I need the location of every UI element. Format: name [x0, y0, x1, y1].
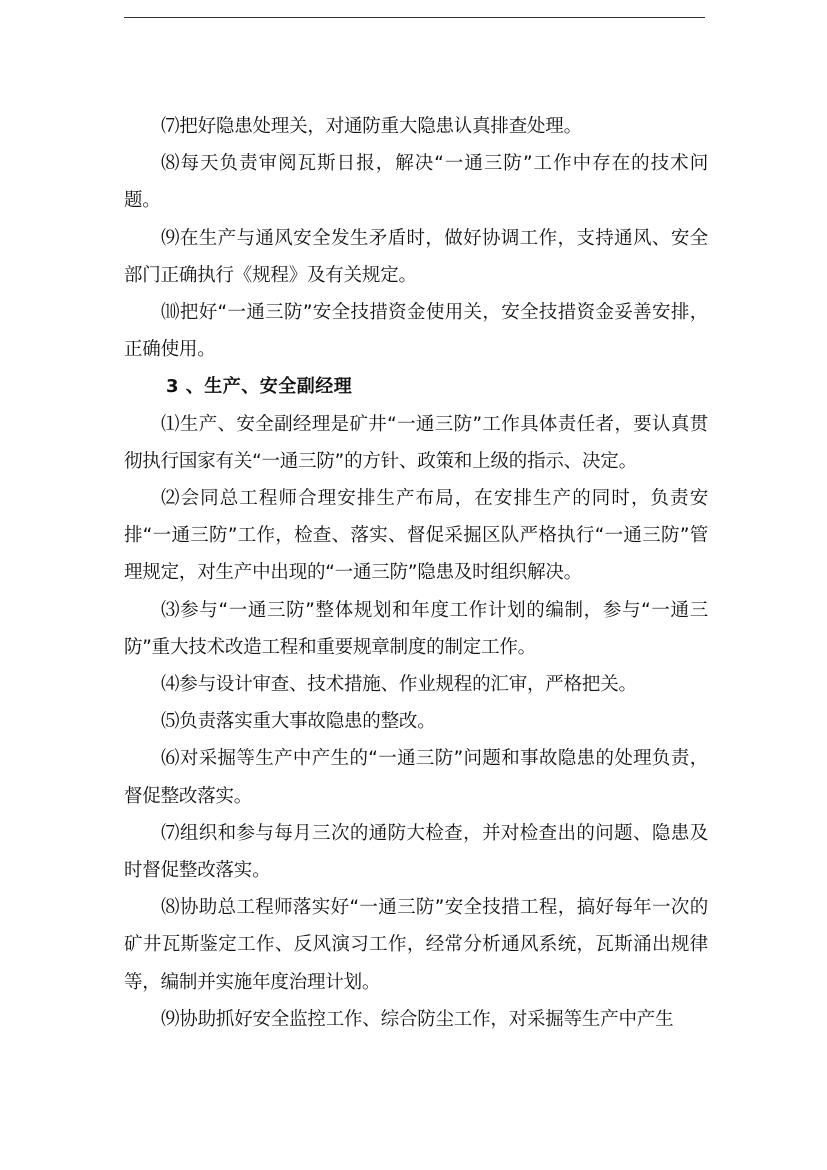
paragraph: ⑻每天负责审阅瓦斯日报，解决“一通三防”工作中存在的技术问题。: [124, 153, 708, 212]
paragraph: ⑼在生产与通风安全发生矛盾时，做好协调工作，支持通风、安全部门正确执行《规程》及有关规定。: [124, 227, 708, 286]
paragraph: ⑼协助抓好安全监控工作、综合防尘工作，对采掘等生产中产生: [161, 1008, 674, 1030]
paragraph: ⑴生产、安全副经理是矿井“一通三防”工作具体责任者，要认真贯彻执行国家有关“一通三防”的方针、政策和上级的指示、决定。: [124, 413, 708, 472]
paragraph: ⑺组织和参与每月三次的通防大检查，并对检查出的问题、隐患及时督促整改落实。: [124, 822, 708, 882]
paragraph: ⑺把好隐患处理关，对通防重大隐患认真排查处理。: [161, 116, 582, 137]
paragraph: ⑸负责落实重大事故隐患的整改。: [161, 711, 436, 733]
paragraph: ⑽把好“一通三防”安全技措资金使用关，安全技措资金妥善安排，正确使用。: [124, 302, 708, 361]
header-rule: [124, 17, 705, 18]
section-heading: 3 、生产、安全副经理: [166, 376, 353, 398]
document-body: [124, 108, 708, 1038]
paragraph: ⑹对采掘等生产中产生的“一通三防”问题和事故隐患的处理负责，督促整改落实。: [124, 748, 708, 807]
paragraph: ⑶参与“一通三防”整体规划和年度工作计划的编制，参与“一通三防”重大技术改造工程和重要规章制度的制定工作。: [124, 599, 708, 658]
paragraph: ⑵会同总工程师合理安排生产布局，在安排生产的同时，负责安排“一通三防”工作，检查、落实、督促采掘区队严格执行“一通三防”管理规定，对生产中出现的“一通三防”隐患及时组织解决。: [124, 488, 708, 584]
paragraph: ⑻协助总工程师落实好“一通三防”安全技措工程，搞好每年一次的矿井瓦斯鉴定工作、反风演习工作，经常分析通风系统，瓦斯涌出规律等，编制并实施年度治理计划。: [124, 897, 708, 993]
paragraph: ⑷参与设计审查、技术措施、作业规程的汇审，严格把关。: [161, 674, 637, 696]
